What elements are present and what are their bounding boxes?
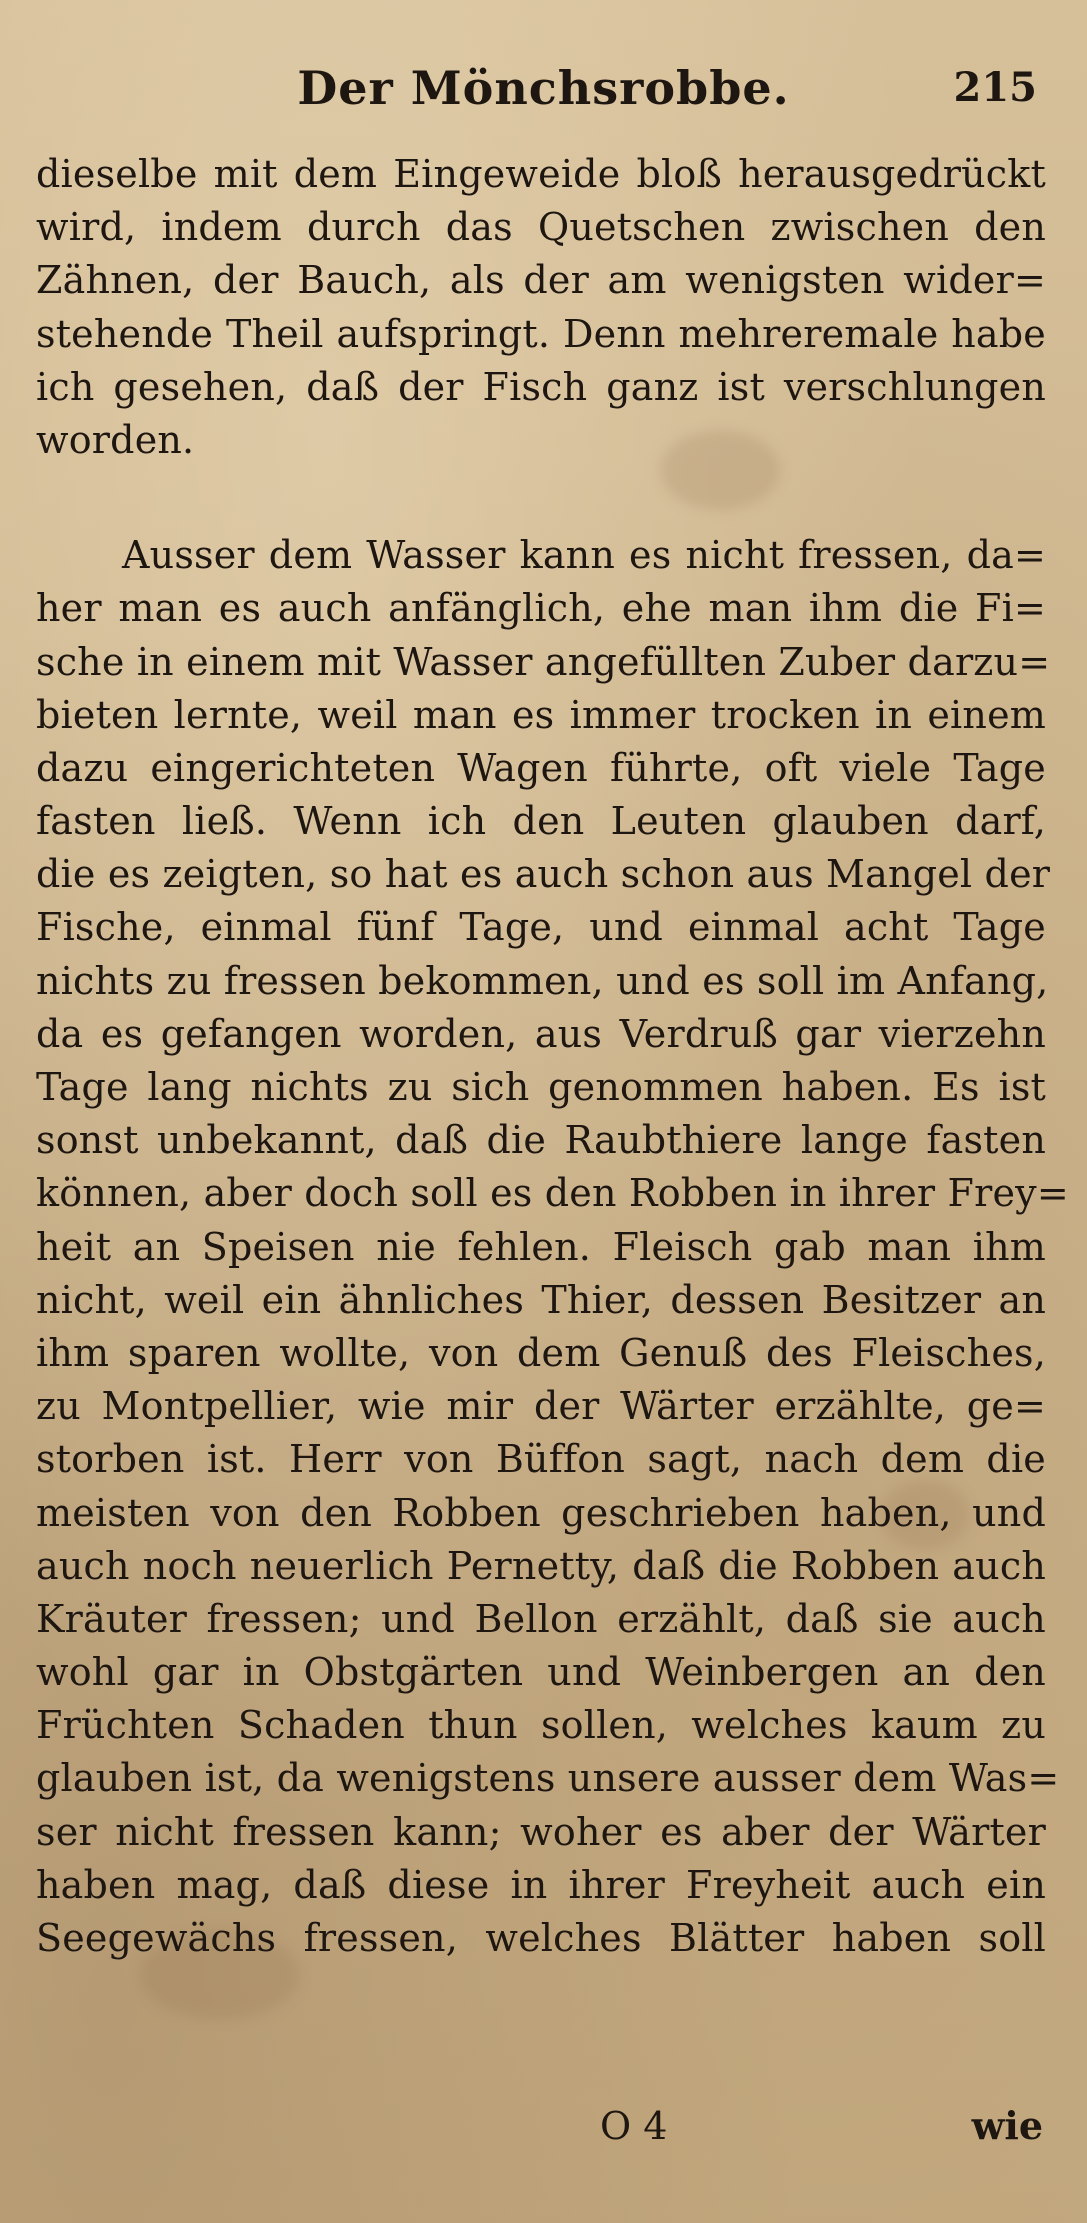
text-line: wird, indem durch das Quetschen zwischen den: [36, 205, 1046, 250]
text-line: da es gefangen worden, aus Verdruß gar vierzehn: [36, 1011, 1046, 1056]
text-line: fasten ließ. Wenn ich den Leuten glauben darf,: [36, 799, 1046, 844]
text-line: stehende Theil aufspringt. Denn mehreremale habe: [36, 311, 1046, 356]
page-footer: [0, 2098, 1087, 2154]
text-line: nichts zu fressen bekommen, und es soll im Anfang,: [36, 958, 1049, 1003]
body-text: [36, 148, 1069, 1965]
text-line: bieten lernte, weil man es immer trocken in einem: [36, 692, 1046, 737]
text-line: Kräuter fressen; und Bellon erzählt, daß sie auch: [36, 1596, 1046, 1641]
text-line: ich gesehen, daß der Fisch ganz ist verschlungen: [36, 364, 1046, 409]
text-line: wohl gar in Obstgärten und Weinbergen an den: [36, 1650, 1046, 1695]
text-line: glauben ist, da wenigstens unsere ausser dem Was=: [36, 1756, 1060, 1801]
paragraph: [36, 529, 1069, 1965]
text-line: worden.: [36, 417, 195, 462]
text-line: können, aber doch soll es den Robben in ihrer Frey=: [36, 1171, 1069, 1216]
text-line: Zähnen, der Bauch, als der am wenigsten wider=: [36, 258, 1046, 303]
text-line: Fische, einmal fünf Tage, und einmal acht Tage: [36, 905, 1046, 950]
signature-mark: O 4: [600, 2104, 668, 2148]
text-line: nicht, weil ein ähnliches Thier, dessen Besitzer an: [36, 1277, 1046, 1322]
catchword: wie: [971, 2103, 1043, 2148]
page-number: 215: [953, 64, 1037, 111]
text-line: Seegewächs fressen, welches Blätter haben soll: [36, 1916, 1046, 1960]
text-line: meisten von den Robben geschrieben haben, und: [36, 1490, 1046, 1535]
text-line: sonst unbekannt, daß die Raubthiere lange fasten: [36, 1118, 1046, 1163]
text-line: Früchten Schaden thun sollen, welches kaum zu: [36, 1703, 1046, 1748]
text-line: storben ist. Herr von Büffon sagt, nach dem die: [36, 1437, 1046, 1482]
text-line: Ausser dem Wasser kann es nicht fressen, da=: [122, 533, 1046, 578]
text-line: auch noch neuerlich Pernetty, daß die Robben auch: [36, 1543, 1046, 1588]
text-line: dazu eingerichteten Wagen führte, oft viele Tage: [36, 745, 1046, 790]
text-line: ihm sparen wollte, von dem Genuß des Fleisches,: [36, 1330, 1046, 1375]
text-line: sche in einem mit Wasser angefüllten Zuber darzu=: [36, 639, 1051, 684]
text-line: haben mag, daß diese in ihrer Freyheit auch ein: [36, 1862, 1046, 1907]
paragraph-gap: [36, 467, 1046, 529]
running-title: Der Mönchsrobbe.: [297, 61, 790, 115]
text-line: her man es auch anfänglich, ehe man ihm die Fi=: [36, 586, 1046, 631]
paragraph: [36, 148, 1046, 467]
text-line: Tage lang nichts zu sich genommen haben. Es ist: [36, 1065, 1046, 1109]
page-header: [0, 58, 1087, 118]
text-line: ser nicht fressen kann; woher es aber der Wärter: [36, 1809, 1046, 1854]
text-line: zu Montpellier, wie mir der Wärter erzählte, ge=: [36, 1384, 1046, 1429]
text-line: heit an Speisen nie fehlen. Fleisch gab man ihm: [36, 1224, 1046, 1269]
text-line: die es zeigten, so hat es auch schon aus Mangel der: [36, 852, 1051, 897]
text-line: dieselbe mit dem Eingeweide bloß herausgedrückt: [36, 152, 1046, 196]
